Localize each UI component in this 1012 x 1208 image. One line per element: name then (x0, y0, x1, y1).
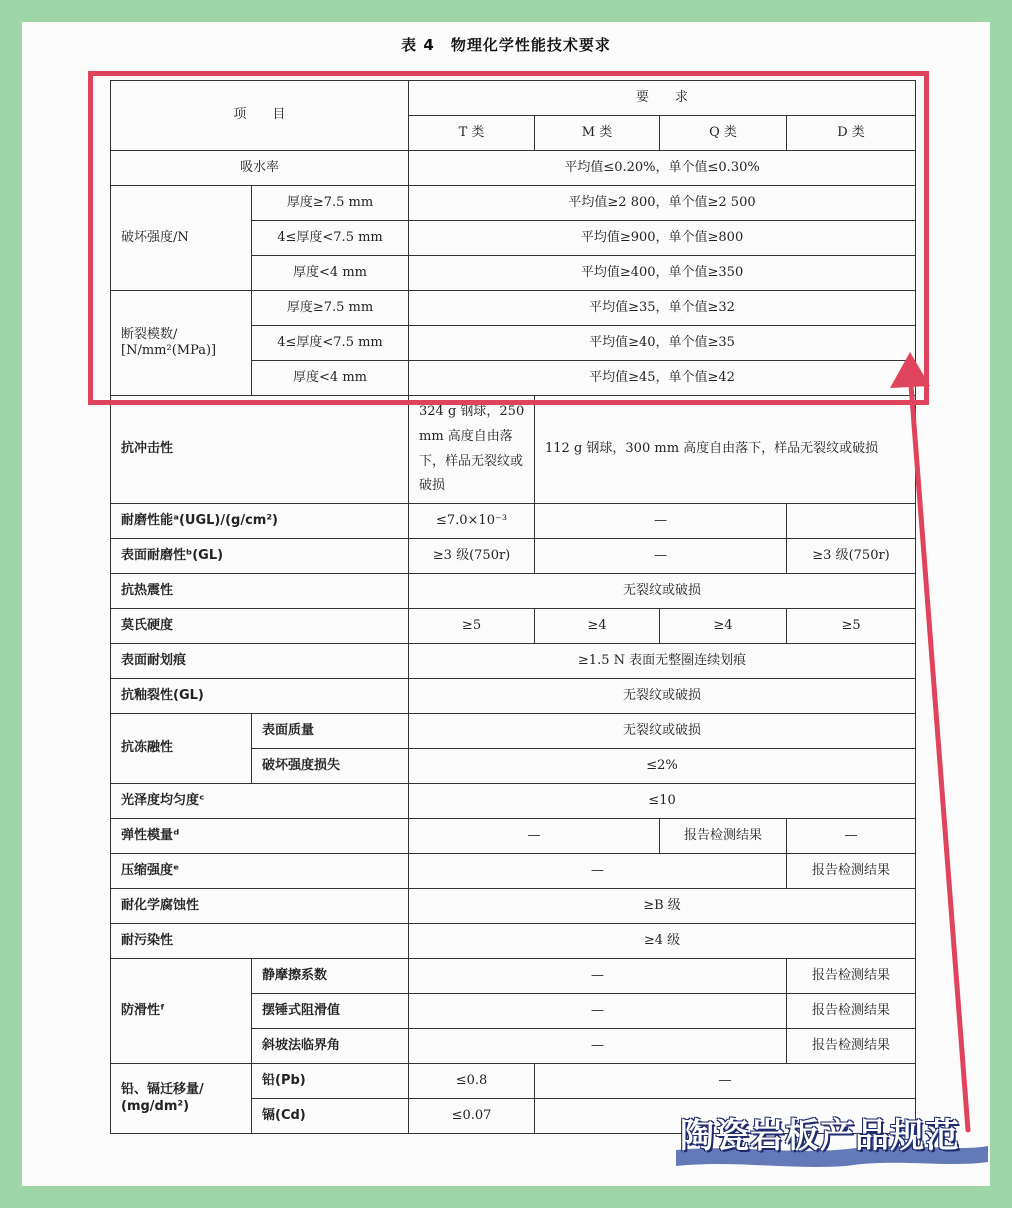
sub-label: 斜坡法临界角 (252, 1029, 409, 1064)
sub-label: 摆锤式阻滑值 (252, 994, 409, 1029)
sub-label: 4≤厚度<7.5 mm (252, 221, 409, 256)
header-type-d: D 类 (787, 116, 916, 151)
row-value-tm: — (409, 819, 660, 854)
sub-label: 镉(Cd) (252, 1099, 409, 1134)
row-label: 破坏强度/N (111, 186, 252, 291)
row-value: ≤10 (409, 784, 916, 819)
row-value-mqd: 112 g 钢球，300 mm 高度自由落下，样品无裂纹或破损 (535, 396, 916, 504)
watermark-text: 陶瓷岩板产品规范 (680, 1116, 960, 1156)
row-value: 平均值≥400，单个值≥350 (409, 256, 916, 291)
row-value-mq: — (535, 504, 787, 539)
row-value: 平均值≤0.20%，单个值≤0.30% (409, 151, 916, 186)
row-label: 抗冻融性 (111, 714, 252, 784)
header-item: 项 目 (111, 81, 409, 151)
sub-label: 4≤厚度<7.5 mm (252, 326, 409, 361)
row-value: 平均值≥2 800，单个值≥2 500 (409, 186, 916, 221)
sub-label: 厚度<4 mm (252, 256, 409, 291)
row-value: 无裂纹或破损 (409, 714, 916, 749)
label-line: 铅、镉迁移量/ (121, 1082, 204, 1098)
header-type-m: M 类 (535, 116, 660, 151)
row-label: 抗冲击性 (111, 396, 409, 504)
row-value-d: 报告检测结果 (787, 1029, 916, 1064)
row-value-t: ≤7.0×10⁻³ (409, 504, 535, 539)
row-value-d: — (787, 819, 916, 854)
header-type-t: T 类 (409, 116, 535, 151)
row-value-m: ≥4 (535, 609, 660, 644)
row-value-t: ≥5 (409, 609, 535, 644)
arrow-head (890, 352, 930, 388)
row-value: 无裂纹或破损 (409, 574, 916, 609)
sub-label: 静摩擦系数 (252, 959, 409, 994)
row-value: 平均值≥35，单个值≥32 (409, 291, 916, 326)
row-value-q: 报告检测结果 (660, 819, 787, 854)
table-title: 表 4 物理化学性能技术要求 (401, 36, 611, 54)
row-value-t: 324 g 钢球，250 mm 高度自由落下，样品无裂纹或破损 (409, 396, 535, 504)
row-label: 压缩强度ᵉ (111, 854, 409, 889)
row-label: 耐污染性 (111, 924, 409, 959)
row-label: 光泽度均匀度ᶜ (111, 784, 409, 819)
row-value-d: 报告检测结果 (787, 959, 916, 994)
row-value-tmq: — (409, 959, 787, 994)
row-value-t: ≤0.07 (409, 1099, 535, 1134)
row-value: 平均值≥900，单个值≥800 (409, 221, 916, 256)
sub-label: 厚度≥7.5 mm (252, 291, 409, 326)
header-type-q: Q 类 (660, 116, 787, 151)
row-value: 平均值≥45，单个值≥42 (409, 361, 916, 396)
row-label: 表面耐磨性ᵇ(GL) (111, 539, 409, 574)
row-value: ≥4 级 (409, 924, 916, 959)
row-label: 表面耐划痕 (111, 644, 409, 679)
header-requirement: 要 求 (409, 81, 916, 116)
arrow-shaft (910, 372, 968, 1130)
label-line: 断裂模数/ (121, 326, 178, 342)
row-label: 弹性模量ᵈ (111, 819, 409, 854)
row-label: 防滑性ᶠ (111, 959, 252, 1064)
row-value-d: 报告检测结果 (787, 994, 916, 1029)
row-value-tmq: — (409, 1029, 787, 1064)
sub-label: 表面质量 (252, 714, 409, 749)
row-label: 吸水率 (111, 151, 409, 186)
sub-label: 厚度<4 mm (252, 361, 409, 396)
row-value: 无裂纹或破损 (409, 679, 916, 714)
row-value: ≤2% (409, 749, 916, 784)
row-value-d: 报告检测结果 (787, 854, 916, 889)
label-line: (mg/dm²) (121, 1098, 190, 1114)
row-label: 耐化学腐蚀性 (111, 889, 409, 924)
row-label: 抗釉裂性(GL) (111, 679, 409, 714)
sub-label: 厚度≥7.5 mm (252, 186, 409, 221)
row-value: ≥1.5 N 表面无整圈连续划痕 (409, 644, 916, 679)
row-value-rest: — (535, 1064, 916, 1099)
row-value-tmq: — (409, 994, 787, 1029)
row-label: 耐磨性能ᵃ(UGL)/(g/cm²) (111, 504, 409, 539)
row-value: ≥B 级 (409, 889, 916, 924)
row-value: 平均值≥40，单个值≥35 (409, 326, 916, 361)
row-value-tmq: — (409, 854, 787, 889)
label-line: [N/mm²(MPa)] (121, 343, 217, 358)
row-value-t: ≤0.8 (409, 1064, 535, 1099)
row-label: 莫氏硬度 (111, 609, 409, 644)
row-label: 抗热震性 (111, 574, 409, 609)
sub-label: 破坏强度损失 (252, 749, 409, 784)
row-value-t: ≥3 级(750r) (409, 539, 535, 574)
row-value-q: ≥4 (660, 609, 787, 644)
row-value-d: ≥3 级(750r) (787, 539, 916, 574)
row-value-mq: — (535, 539, 787, 574)
sub-label: 铅(Pb) (252, 1064, 409, 1099)
row-value-d: ≥5 (787, 609, 916, 644)
